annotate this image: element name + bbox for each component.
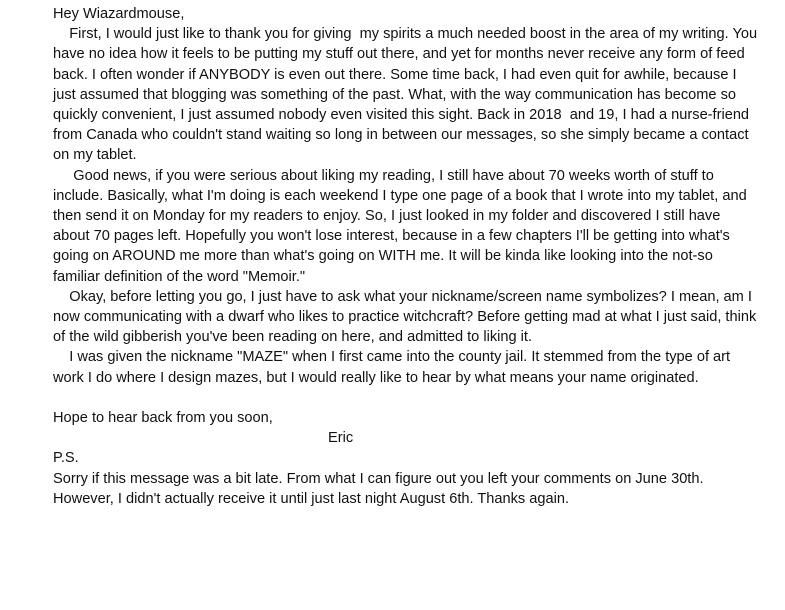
paragraph-good-news: Good news, if you were serious about liking my reading, I still have about 70 weeks worth of stuff to include. Basically, what I'm doing is each weekend I type one page of a book that I wrote into my tablet, and then send it on Monday for my readers to enjoy. So, I just looked in my folder and discovered I still have about 70 pages left. Hopefully you won't lose interest, because in a few chapters I'll be getting into what's going on AROUND me more than what's going on WITH me. It will be kinda like looking into the not-so familiar definition of the word "Memoir."	[53, 167, 751, 285]
closing-line: Hope to hear back from you soon,	[53, 410, 273, 427]
paragraph-thanks: First, I would just like to thank you for giving my spirits a much needed boost in the area of my writing. You have no idea how it feels to be putting my stuff out there, and yet for months never receive any form of feed back. I often wonder if ANYBODY is even out there. Some time back, I had even quit for awhile, because I just assumed that blogging was something of the past. What, with the way communication has become so quickly convenient, I just assumed nobody even visited this sight. Back in 2018 and 19, I had a nurse-friend from Canada who couldn't stand waiting so long in between our messages, so she simply became a contact on my tablet.	[53, 26, 762, 164]
letter-body	[53, 4, 762, 509]
ps-label: P.S.	[53, 450, 79, 467]
paragraph-nickname-question: Okay, before letting you go, I just have to ask what your nickname/screen name symbolizes? I mean, am I now communicating with a dwarf who likes to practice witchcraft? Before getting mad at what I just said, think of the wild gibberish you've been reading on here, and admitted to liking it.	[53, 288, 761, 346]
greeting: Hey Wiazardmouse,	[53, 6, 185, 22]
signature: Eric	[328, 430, 354, 447]
paragraph-maze-nickname: I was given the nickname "MAZE" when I first came into the county jail. It stemmed from the type of art work I do where I design mazes, but I would really like to hear by what means your name originated.	[53, 349, 735, 386]
ps-text: Sorry if this message was a bit late. From what I can figure out you left your comments on June 30th. However, I didn't actually receive it until just last night August 6th. Thanks again.	[53, 470, 708, 507]
blank-line	[53, 388, 758, 408]
